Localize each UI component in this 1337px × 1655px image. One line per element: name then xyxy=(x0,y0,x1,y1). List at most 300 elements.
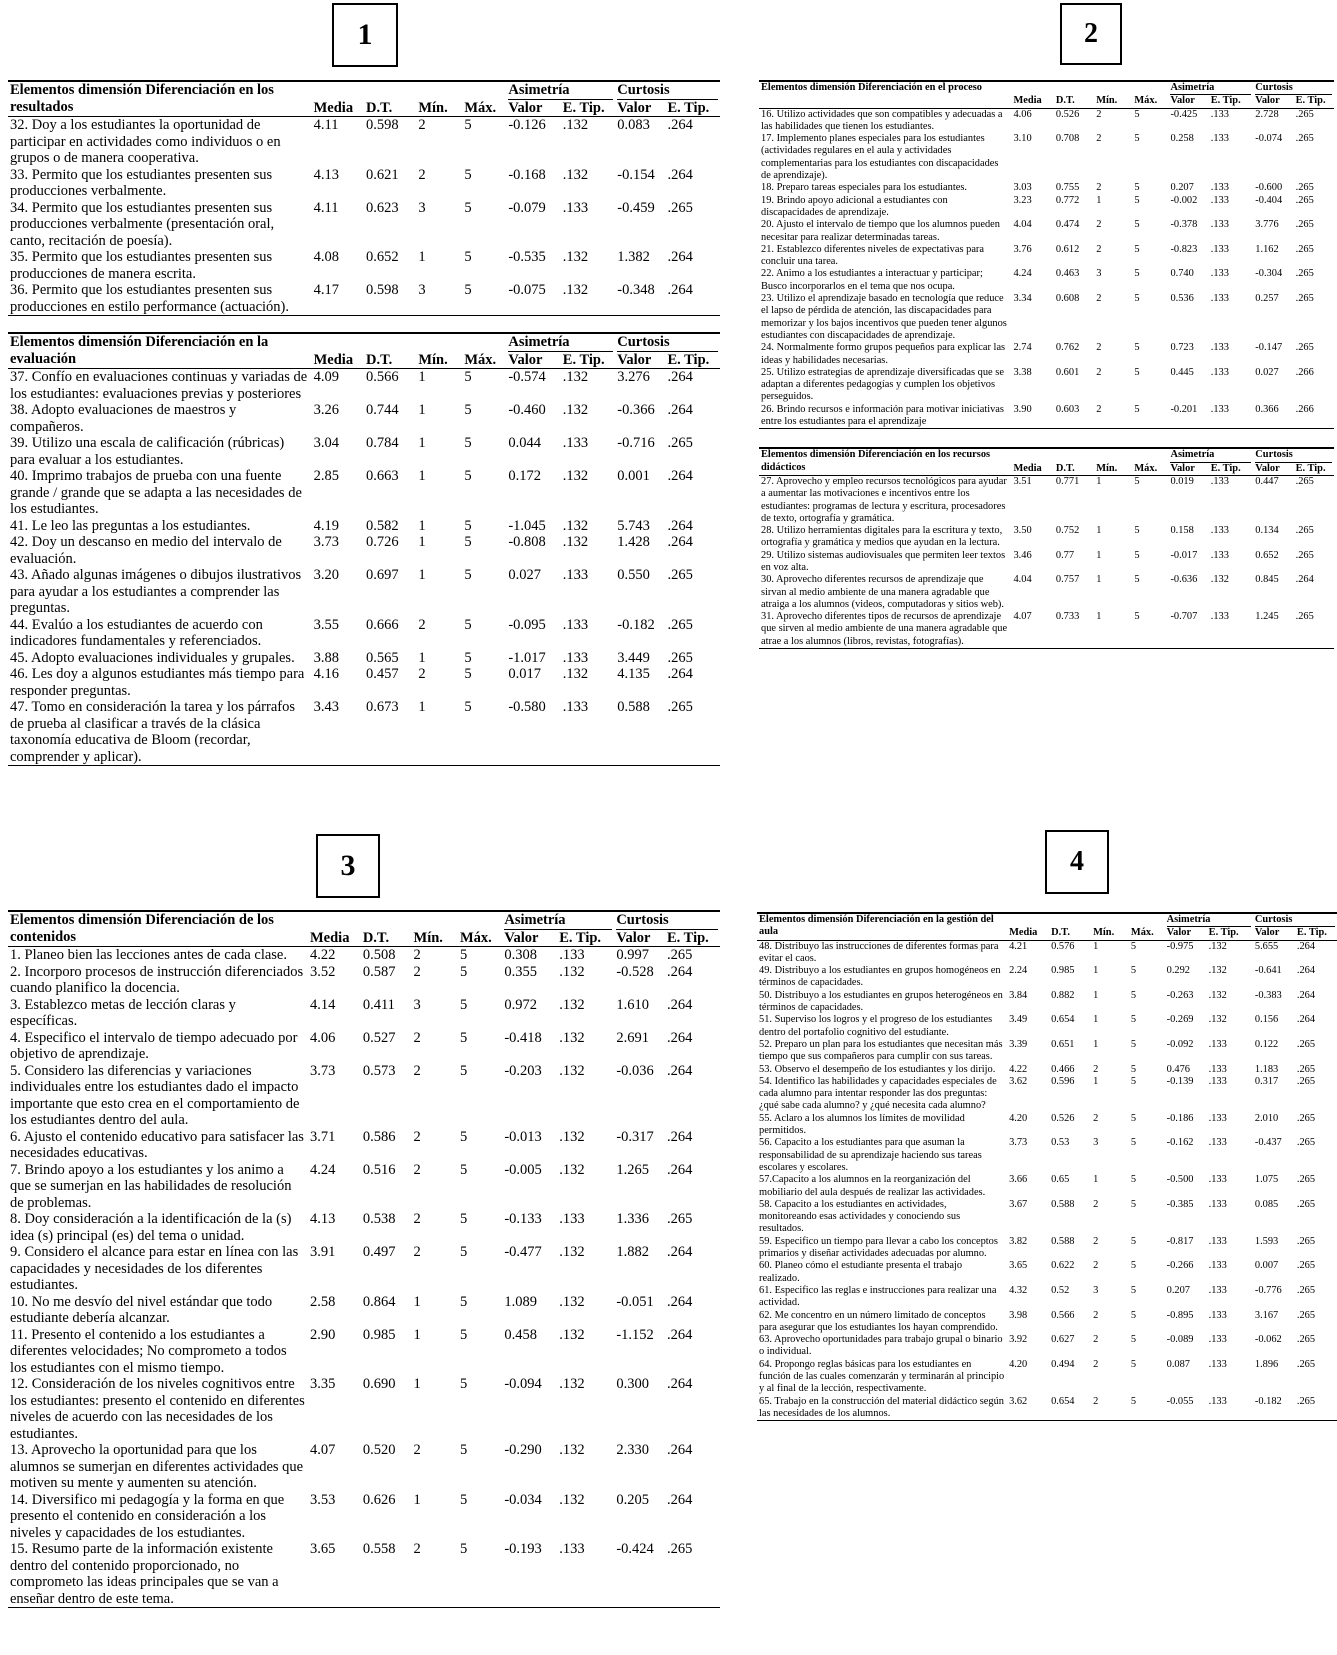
curtosis-etip: .265 xyxy=(1296,1198,1316,1210)
item-text: 32. Doy a los estudiantes la oportunidad de participar en actividades como individuos o en grupos o de manera cooperativa. xyxy=(10,117,281,166)
asimetria-etip: .133 xyxy=(1208,1063,1227,1075)
curtosis-etip: .264 xyxy=(1296,965,1316,977)
table-row xyxy=(8,1162,720,1212)
curtosis-valor: 0.001 xyxy=(617,468,650,484)
curtosis-valor: -0.437 xyxy=(1254,1137,1282,1149)
item-text: 52. Preparo un plan para los estudiantes que necesitan más tiempo que sus compañeros para cumplir con sus tareas. xyxy=(759,1038,1003,1063)
curtosis-etip: .264 xyxy=(667,996,693,1013)
asimetria-valor: -0.095 xyxy=(508,616,546,633)
min-value: 2 xyxy=(1093,1198,1099,1210)
min-header: Mín. xyxy=(412,930,458,947)
asimetria-valor: -0.707 xyxy=(1168,611,1208,648)
asimetria-etip: .132 xyxy=(1208,1014,1227,1026)
curtosis-etip: .265 xyxy=(1296,1174,1316,1186)
max-value: 5 xyxy=(459,963,468,980)
curtosis-valor: 2.728 xyxy=(1255,108,1279,120)
dt-value: 0.601 xyxy=(1055,366,1080,378)
dt-value: 0.65 xyxy=(1051,1174,1070,1186)
curtosis-valor: 1.183 xyxy=(1254,1063,1279,1075)
curtosis-valor-header: Valor xyxy=(615,100,665,117)
table-diferenciacion-recursos xyxy=(759,447,1334,649)
curtosis-valor: 0.134 xyxy=(1255,525,1279,537)
curtosis-valor: 0.317 xyxy=(1254,1075,1279,1087)
media-value: 3.71 xyxy=(310,1128,336,1145)
curtosis-etip: .265 xyxy=(1295,525,1314,537)
media-value: 3.76 xyxy=(1013,243,1032,255)
asimetria-etip: .133 xyxy=(1210,194,1229,206)
item-text: 51. Superviso los logros y el progreso de los estudiantes dentro del portafolio cognitivo del estudiante. xyxy=(759,1014,993,1038)
asimetria-etip: .133 xyxy=(1208,1358,1227,1370)
min-value: 1 xyxy=(1093,1174,1099,1186)
min-value: 2 xyxy=(413,1062,421,1079)
header-spacer xyxy=(1007,913,1049,927)
curtosis-valor: 1.896 xyxy=(1254,1358,1279,1370)
curtosis-valor: 2.330 xyxy=(616,1442,649,1458)
panel-number-4: 4 xyxy=(1045,830,1109,894)
asimetria-valor: -0.460 xyxy=(508,402,546,418)
curtosis-valor: 1.610 xyxy=(616,996,649,1013)
dt-value: 0.457 xyxy=(365,666,399,682)
curtosis-valor: 1.075 xyxy=(1254,1174,1279,1186)
table-row xyxy=(757,1174,1337,1199)
asimetria-label: Asimetría xyxy=(508,334,613,352)
min-value: 1 xyxy=(1094,611,1132,648)
dt-header: D.T. xyxy=(361,930,412,947)
curtosis-etip: .265 xyxy=(1296,1038,1316,1050)
asimetria-etip: .132 xyxy=(559,963,585,980)
table-row xyxy=(757,1396,1337,1421)
media-value: 3.51 xyxy=(1013,475,1032,487)
asimetria-etip: .133 xyxy=(1210,293,1229,305)
media-value: 4.14 xyxy=(310,996,336,1013)
max-value: 5 xyxy=(1134,574,1140,586)
asimetria-valor: -0.500 xyxy=(1166,1174,1194,1186)
table-row xyxy=(8,1541,720,1608)
table-row xyxy=(757,1199,1337,1236)
curtosis-header xyxy=(1253,448,1334,462)
item-text: 48. Distribuyo las instrucciones de diferentes formas para evitar el caos. xyxy=(759,940,999,964)
curtosis-valor: 3.276 xyxy=(617,369,650,385)
max-value: 5 xyxy=(464,166,472,183)
table-diferenciacion-resultados xyxy=(8,80,720,316)
min-value: 2 xyxy=(1096,293,1102,305)
curtosis-etip: .265 xyxy=(667,947,693,963)
asimetria-valor: 0.172 xyxy=(508,468,541,484)
media-value: 4.11 xyxy=(313,199,339,216)
media-value: 3.62 xyxy=(1007,1396,1049,1421)
curtosis-etip: .264 xyxy=(665,282,720,316)
curtosis-etip: .264 xyxy=(667,1161,693,1178)
item-text: 58. Capacito a los estudiantes en actividades, monitoreando esas actividades y conociendo sus resultados. xyxy=(759,1198,961,1235)
dt-value: 0.697 xyxy=(365,567,399,583)
table-row xyxy=(759,219,1334,244)
curtosis-etip: .264 xyxy=(667,166,693,183)
min-value: 3 xyxy=(1096,268,1102,280)
item-text: 60. Planeo cómo el estudiante presenta el trabajo realizado. xyxy=(759,1260,963,1284)
header-spacer xyxy=(1129,913,1165,927)
item-text: 40. Imprimo trabajos de prueba con una fuente grande / grande que se adapta a las necesidades de los estudiantes. xyxy=(10,468,302,517)
dt-value: 0.985 xyxy=(362,1326,396,1343)
asimetria-valor: -0.580 xyxy=(506,699,560,766)
max-value: 5 xyxy=(1129,1396,1165,1421)
asimetria-etip: .133 xyxy=(1208,1075,1227,1087)
asimetria-etip: .132 xyxy=(559,1376,585,1392)
curtosis-etip: .264 xyxy=(667,117,693,133)
curtosis-etip: .265 xyxy=(1296,1075,1316,1087)
max-value: 5 xyxy=(1130,989,1137,1001)
curtosis-valor: -0.600 xyxy=(1255,182,1283,194)
item-text: 7. Brindo apoyo a los estudiantes y los animo a que se sumerjan en las habilidades de resolución de problemas. xyxy=(10,1161,292,1211)
dt-value: 0.755 xyxy=(1055,182,1080,194)
item-text: 11. Presento el contenido a los estudiantes a diferentes velocidades; No comprometo a todos los estudiantes con el mismo tiempo. xyxy=(10,1326,287,1376)
min-value: 1 xyxy=(1093,940,1099,952)
curtosis-valor: -0.366 xyxy=(617,402,655,418)
asimetria-valor-header: Valor xyxy=(1168,95,1208,108)
curtosis-etip: .265 xyxy=(1295,108,1314,120)
dt-value: 0.708 xyxy=(1055,133,1080,145)
header-spacer xyxy=(308,911,361,930)
min-value: 2 xyxy=(412,1541,458,1608)
item-text: 47. Tomo en consideración la tarea y los párrafos de prueba al clasificar a través de la clásica taxonomía educativa de Bloom (recordar, comprender y aplicar). xyxy=(8,699,312,766)
curtosis-valor: -0.776 xyxy=(1254,1284,1282,1296)
max-value: 5 xyxy=(459,1211,468,1227)
min-value: 2 xyxy=(413,1161,421,1178)
item-text: 54. Identifico las habilidades y capacidades especiales de cada alumno para intentar responder las dos preguntas: ¿qué sabe cada alumno? y ¿qué necesita cada alumno? xyxy=(759,1075,997,1112)
table-row xyxy=(8,282,720,316)
dt-value: 0.726 xyxy=(365,534,399,550)
asimetria-valor: -1.045 xyxy=(508,517,546,534)
media-value: 3.92 xyxy=(1009,1334,1028,1346)
media-value: 3.34 xyxy=(1013,293,1032,305)
item-text: 26. Brindo recursos e información para motivar iniciativas entre los estudiantes para el aprendizaje xyxy=(759,404,1011,429)
dt-value: 0.603 xyxy=(1054,404,1094,429)
asimetria-etip: .133 xyxy=(1210,549,1229,561)
curtosis-valor: -0.182 xyxy=(617,616,655,633)
asimetria-etip: .133 xyxy=(1209,404,1254,429)
curtosis-etip: .265 xyxy=(667,649,693,666)
table-row xyxy=(759,342,1334,367)
curtosis-etip: .265 xyxy=(1295,243,1314,255)
item-text: 22. Animo a los estudiantes a interactuar y participar; Busco incorporarlos en el tema que nos ocupa. xyxy=(761,268,983,292)
curtosis-valor: 1.382 xyxy=(617,249,650,265)
curtosis-etip: .265 xyxy=(1296,1137,1316,1149)
max-value: 5 xyxy=(1134,293,1140,305)
header-spacer xyxy=(1011,448,1053,462)
curtosis-etip: .265 xyxy=(667,199,693,216)
dt-value: 0.474 xyxy=(1055,219,1080,231)
min-value: 1 xyxy=(416,699,462,766)
min-value: 1 xyxy=(1093,1038,1099,1050)
curtosis-valor: 0.083 xyxy=(617,117,650,133)
min-value: 2 xyxy=(1096,182,1102,194)
item-text: 42. Doy un descanso en medio del intervalo de evaluación. xyxy=(10,534,282,567)
curtosis-valor: 0.085 xyxy=(1254,1198,1279,1210)
table-row xyxy=(759,108,1334,133)
curtosis-valor-header: Valor xyxy=(1253,463,1293,476)
curtosis-etip: .264 xyxy=(1296,989,1316,1001)
table-row xyxy=(759,367,1334,404)
dt-value: 0.772 xyxy=(1055,194,1080,206)
curtosis-etip: .265 xyxy=(667,1211,693,1227)
max-value: 5 xyxy=(459,1491,468,1508)
dt-header: D.T. xyxy=(1054,95,1094,108)
dt-value: 0.598 xyxy=(364,282,416,316)
max-value: 5 xyxy=(464,369,472,385)
asimetria-valor-header: Valor xyxy=(1165,927,1207,940)
asimetria-valor: 0.972 xyxy=(504,996,537,1013)
asimetria-valor: 0.292 xyxy=(1166,965,1191,977)
item-text: 38. Adopto evaluaciones de maestros y compañeros. xyxy=(10,402,237,435)
max-value: 5 xyxy=(459,1442,468,1458)
curtosis-valor-header: Valor xyxy=(1253,927,1295,940)
min-value: 2 xyxy=(1093,1334,1099,1346)
asimetria-etip: .132 xyxy=(561,282,615,316)
media-value: 3.90 xyxy=(1011,404,1053,429)
item-text: 10. No me desvío del nivel estándar que todo estudiante debería alcanzar. xyxy=(10,1293,273,1326)
max-value: 5 xyxy=(1134,182,1140,194)
max-value: 5 xyxy=(464,534,472,550)
min-value: 2 xyxy=(1096,133,1102,145)
max-value: 5 xyxy=(1130,1198,1137,1210)
table-row xyxy=(759,133,1334,182)
dt-value: 0.666 xyxy=(365,616,399,633)
dt-value: 0.565 xyxy=(365,649,399,666)
dt-value: 0.527 xyxy=(362,1029,396,1046)
asimetria-valor: -0.290 xyxy=(504,1442,542,1458)
curtosis-valor-header: Valor xyxy=(615,352,665,369)
asimetria-etip-header: E. Tip. xyxy=(561,352,615,369)
max-value: 5 xyxy=(1130,1137,1137,1149)
panel-4 xyxy=(757,912,1337,1421)
min-value: 1 xyxy=(1096,574,1102,586)
max-value: 5 xyxy=(1130,965,1137,977)
table-row xyxy=(8,699,720,766)
asimetria-etip: .132 xyxy=(1210,574,1229,586)
asimetria-etip: .133 xyxy=(1210,268,1229,280)
asimetria-etip: .133 xyxy=(559,1211,585,1227)
asimetria-valor: 0.308 xyxy=(504,947,537,963)
min-value: 2 xyxy=(1093,1063,1099,1075)
item-text: 59. Especifico un tiempo para llevar a cabo los conceptos primarios y diseñar actividades adecuadas por alumno. xyxy=(759,1235,998,1260)
curtosis-etip: .264 xyxy=(667,369,693,385)
curtosis-valor: -0.154 xyxy=(617,166,655,183)
min-value: 1 xyxy=(418,534,426,550)
curtosis-header xyxy=(615,333,720,352)
max-value: 5 xyxy=(459,1376,468,1392)
curtosis-valor: 0.156 xyxy=(1254,1014,1279,1026)
media-value: 3.73 xyxy=(310,1062,336,1079)
curtosis-label: Curtosis xyxy=(617,334,718,352)
min-value: 1 xyxy=(1096,475,1102,487)
max-value: 5 xyxy=(1134,475,1140,487)
asimetria-valor: 0.476 xyxy=(1166,1063,1191,1075)
header-spacer xyxy=(1091,913,1129,927)
media-value: 3.73 xyxy=(1009,1137,1028,1149)
dt-value: 0.673 xyxy=(364,699,416,766)
curtosis-header xyxy=(1253,81,1334,95)
max-value: 5 xyxy=(1130,1334,1137,1346)
asimetria-etip: .132 xyxy=(562,534,589,550)
dt-value: 0.752 xyxy=(1055,525,1080,537)
max-value: 5 xyxy=(464,402,472,418)
asimetria-etip: .133 xyxy=(1208,1198,1227,1210)
curtosis-valor: -0.304 xyxy=(1255,268,1283,280)
curtosis-etip: .265 xyxy=(1296,1260,1316,1272)
asimetria-valor: -0.895 xyxy=(1166,1309,1194,1321)
media-value: 3.35 xyxy=(310,1376,336,1392)
table-row xyxy=(759,182,1334,194)
asimetria-valor: -0.094 xyxy=(504,1376,542,1392)
table-row xyxy=(8,518,720,535)
header-spacer xyxy=(1054,81,1094,95)
dt-value: 0.582 xyxy=(365,517,399,534)
curtosis-etip: .264 xyxy=(667,1376,693,1392)
curtosis-etip-header: E. Tip. xyxy=(665,100,720,117)
dt-value: 0.771 xyxy=(1055,475,1080,487)
table-row xyxy=(8,167,720,200)
asimetria-etip: .133 xyxy=(562,616,589,633)
curtosis-valor: -0.036 xyxy=(616,1062,654,1079)
media-value: 3.91 xyxy=(310,1244,336,1260)
media-value: 4.17 xyxy=(312,282,364,316)
curtosis-etip: .264 xyxy=(1296,1014,1316,1026)
min-value: 3 xyxy=(416,282,462,316)
curtosis-etip: .264 xyxy=(667,1244,693,1260)
dt-value: 0.744 xyxy=(365,402,399,418)
asimetria-valor: 0.207 xyxy=(1170,182,1194,194)
table-diferenciacion-gestion-aula xyxy=(757,912,1337,1421)
table-row xyxy=(757,1310,1337,1335)
curtosis-etip: .264 xyxy=(667,402,693,418)
asimetria-etip: .133 xyxy=(1210,108,1229,120)
asimetria-valor: -0.055 xyxy=(1165,1396,1207,1421)
asimetria-valor: -0.477 xyxy=(504,1244,542,1260)
min-value: 3 xyxy=(413,996,421,1013)
curtosis-etip: .265 xyxy=(665,699,720,766)
asimetria-etip: .132 xyxy=(559,1062,585,1079)
table-row xyxy=(8,1063,720,1129)
media-value: 3.20 xyxy=(313,567,339,583)
asimetria-etip: .133 xyxy=(1208,1038,1227,1050)
media-value: 4.13 xyxy=(313,166,339,183)
dt-header: D.T. xyxy=(364,352,416,369)
media-value: 3.73 xyxy=(313,534,339,550)
header-spacer xyxy=(364,333,416,352)
curtosis-label: Curtosis xyxy=(1255,82,1332,95)
min-value: 2 xyxy=(1096,219,1102,231)
asimetria-valor: -0.193 xyxy=(502,1541,557,1608)
dt-value: 0.596 xyxy=(1051,1075,1075,1087)
table-row xyxy=(757,1076,1337,1113)
asimetria-label: Asimetría xyxy=(508,82,613,100)
min-value: 2 xyxy=(1096,366,1102,378)
dt-value: 0.622 xyxy=(1051,1260,1075,1272)
curtosis-valor: -0.424 xyxy=(614,1541,665,1608)
min-value: 1 xyxy=(1096,549,1102,561)
header-spacer xyxy=(312,81,364,100)
curtosis-etip: .264 xyxy=(667,534,693,550)
min-header: Mín. xyxy=(416,352,462,369)
curtosis-valor: 0.300 xyxy=(616,1376,649,1392)
media-value: 4.24 xyxy=(310,1161,336,1178)
min-value: 2 xyxy=(413,963,421,980)
item-text: 33. Permito que los estudiantes presenten sus producciones verbalmente. xyxy=(10,166,273,199)
asimetria-etip: .133 xyxy=(562,567,589,583)
asimetria-etip-header: E. Tip. xyxy=(1209,95,1254,108)
asimetria-etip: .132 xyxy=(562,517,589,534)
max-value: 5 xyxy=(1130,1063,1137,1075)
table-row xyxy=(8,1030,720,1063)
table-row xyxy=(8,650,720,667)
asimetria-valor: -0.133 xyxy=(504,1211,542,1227)
item-text: 14. Diversifico mi pedagogía y la forma en que presento el contenido en consideración a los niveles y capacidades de los estudiantes. xyxy=(10,1491,285,1541)
max-value: 5 xyxy=(462,282,506,316)
curtosis-etip: .264 xyxy=(1295,574,1314,586)
table-row xyxy=(8,468,720,518)
min-value: 2 xyxy=(1091,1396,1129,1421)
table-row xyxy=(8,567,720,617)
min-value: 1 xyxy=(1093,989,1099,1001)
min-value: 2 xyxy=(413,1128,421,1145)
media-value: 3.82 xyxy=(1009,1235,1028,1247)
item-text: 30. Aprovecho diferentes recursos de aprendizaje que sirvan al medio ambiente de una manera agradable que atraiga a los alumnos (videos, computadoras y sitios web). xyxy=(761,574,1004,610)
item-text: 61. Especifico las reglas e instrucciones para realizar una actividad. xyxy=(759,1284,997,1309)
curtosis-valor: 2.010 xyxy=(1254,1112,1279,1124)
max-value: 5 xyxy=(1130,1038,1137,1050)
min-header: Mín. xyxy=(1094,463,1132,476)
min-header: Mín. xyxy=(416,100,462,117)
asimetria-etip: .132 xyxy=(1208,989,1227,1001)
curtosis-valor: 3.449 xyxy=(617,649,650,666)
curtosis-etip: .265 xyxy=(1296,1284,1316,1296)
asimetria-valor: -0.636 xyxy=(1170,574,1198,586)
header-spacer xyxy=(1054,448,1094,462)
min-value: 3 xyxy=(1093,1284,1099,1296)
min-value: 2 xyxy=(1093,1260,1099,1272)
table-row xyxy=(757,1359,1337,1396)
curtosis-valor: 3.776 xyxy=(1255,219,1279,231)
curtosis-etip: .265 xyxy=(1295,133,1314,145)
curtosis-header xyxy=(1253,913,1337,927)
asimetria-etip: .132 xyxy=(559,996,585,1013)
curtosis-etip: .265 xyxy=(1295,549,1314,561)
table-row xyxy=(8,435,720,468)
max-value: 5 xyxy=(1130,1235,1137,1247)
max-value: 5 xyxy=(459,996,468,1013)
curtosis-valor: -0.182 xyxy=(1253,1396,1295,1421)
media-value: 4.24 xyxy=(1013,268,1032,280)
dt-value: 0.654 xyxy=(1051,1014,1075,1026)
curtosis-valor: 0.366 xyxy=(1253,404,1293,429)
dt-value: 0.538 xyxy=(362,1211,396,1227)
table-diferenciacion-contenidos xyxy=(8,910,720,1608)
asimetria-valor: 0.019 xyxy=(1170,475,1194,487)
asimetria-etip: .133 xyxy=(557,1541,614,1608)
table-row xyxy=(8,534,720,567)
panel-number-3: 3 xyxy=(316,834,380,898)
max-value: 5 xyxy=(459,1293,468,1310)
dt-value: 0.690 xyxy=(362,1376,396,1392)
min-value: 2 xyxy=(1096,243,1102,255)
media-value: 3.88 xyxy=(313,649,339,666)
dt-value: 0.757 xyxy=(1055,574,1080,586)
min-header: Mín. xyxy=(1094,95,1132,108)
curtosis-valor: 5.655 xyxy=(1254,940,1279,952)
min-value: 1 xyxy=(413,1293,421,1310)
table-title: Elementos dimensión Diferenciación en el proceso xyxy=(759,81,1011,108)
curtosis-etip: .265 xyxy=(1295,194,1314,206)
min-value: 1 xyxy=(1093,965,1099,977)
